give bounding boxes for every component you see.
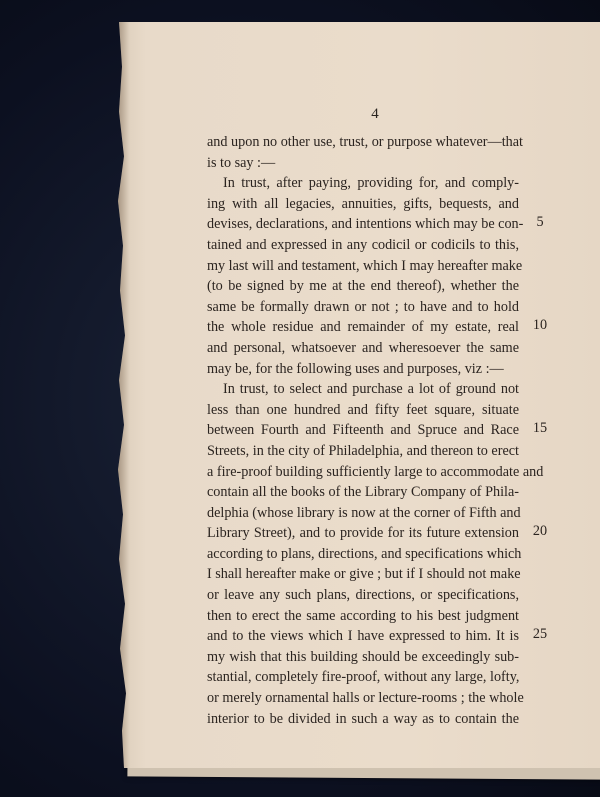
text-line: a fire-proof building sufficiently large to accommodate and <box>207 463 544 480</box>
text-line: I shall hereafter make or give ; but if I should not make <box>207 566 521 583</box>
text-line: and personal, whatsoever and wheresoever the same <box>207 339 519 356</box>
text-line: then to erect the same according to his best judgment <box>207 607 519 624</box>
text-line: stantial, completely fire-proof, without any large, lofty, <box>207 669 520 686</box>
line-number: 5 <box>536 214 544 231</box>
text-line: Streets, in the city of Philadelphia, and thereon to erect <box>207 442 519 459</box>
page-number: 4 <box>371 106 379 122</box>
text-line: or leave any such plans, directions, or specifications, <box>207 587 519 604</box>
text-line: Library Street), and to provide for its future extension <box>207 525 519 542</box>
text-line: according to plans, directions, and specifications which <box>207 545 522 562</box>
text-line: or merely ornamental halls or lecture-rooms ; the whole <box>207 690 524 707</box>
text-line: and to the views which I have expressed to him. It is <box>207 628 519 645</box>
text-line: In trust, after paying, providing for, and comply- <box>223 175 519 192</box>
text-line: my wish that this building should be exceedingly sub- <box>207 648 519 665</box>
text-line: my last will and testament, which I may hereafter make <box>207 257 523 274</box>
text-line: between Fourth and Fifteenth and Spruce and Race <box>207 422 519 439</box>
text-line: is to say :— <box>207 154 276 171</box>
line-number: 25 <box>532 626 548 643</box>
text-line: tained and expressed in any codicil or codicils to this, <box>207 236 519 253</box>
text-line: may be, for the following uses and purposes, viz :— <box>207 360 504 377</box>
text-line: In trust, to select and purchase a lot of ground not <box>223 381 519 398</box>
text-line: same be formally drawn or not ; to have and to hold <box>207 298 519 315</box>
text-line: less than one hundred and fifty feet square, situate <box>207 401 519 418</box>
text-line: ing with all legacies, annuities, gifts, bequests, and <box>207 195 519 212</box>
text-line: contain all the books of the Library Company of Phila- <box>207 484 519 501</box>
text-line: delphia (whose library is now at the corner of Fifth and <box>207 504 521 521</box>
text-line: and upon no other use, trust, or purpose whatever—that <box>207 134 523 150</box>
text-line: interior to be divided in such a way as to contain the <box>207 710 519 727</box>
text-line: devises, declarations, and intentions which may be con- <box>207 216 524 233</box>
line-number: 15 <box>532 420 548 437</box>
line-number: 10 <box>532 317 548 334</box>
text-line: (to be signed by me at the end thereof), whether the <box>207 278 519 295</box>
line-number: 20 <box>532 523 548 540</box>
text-line: the whole residue and remainder of my estate, real <box>207 319 519 336</box>
